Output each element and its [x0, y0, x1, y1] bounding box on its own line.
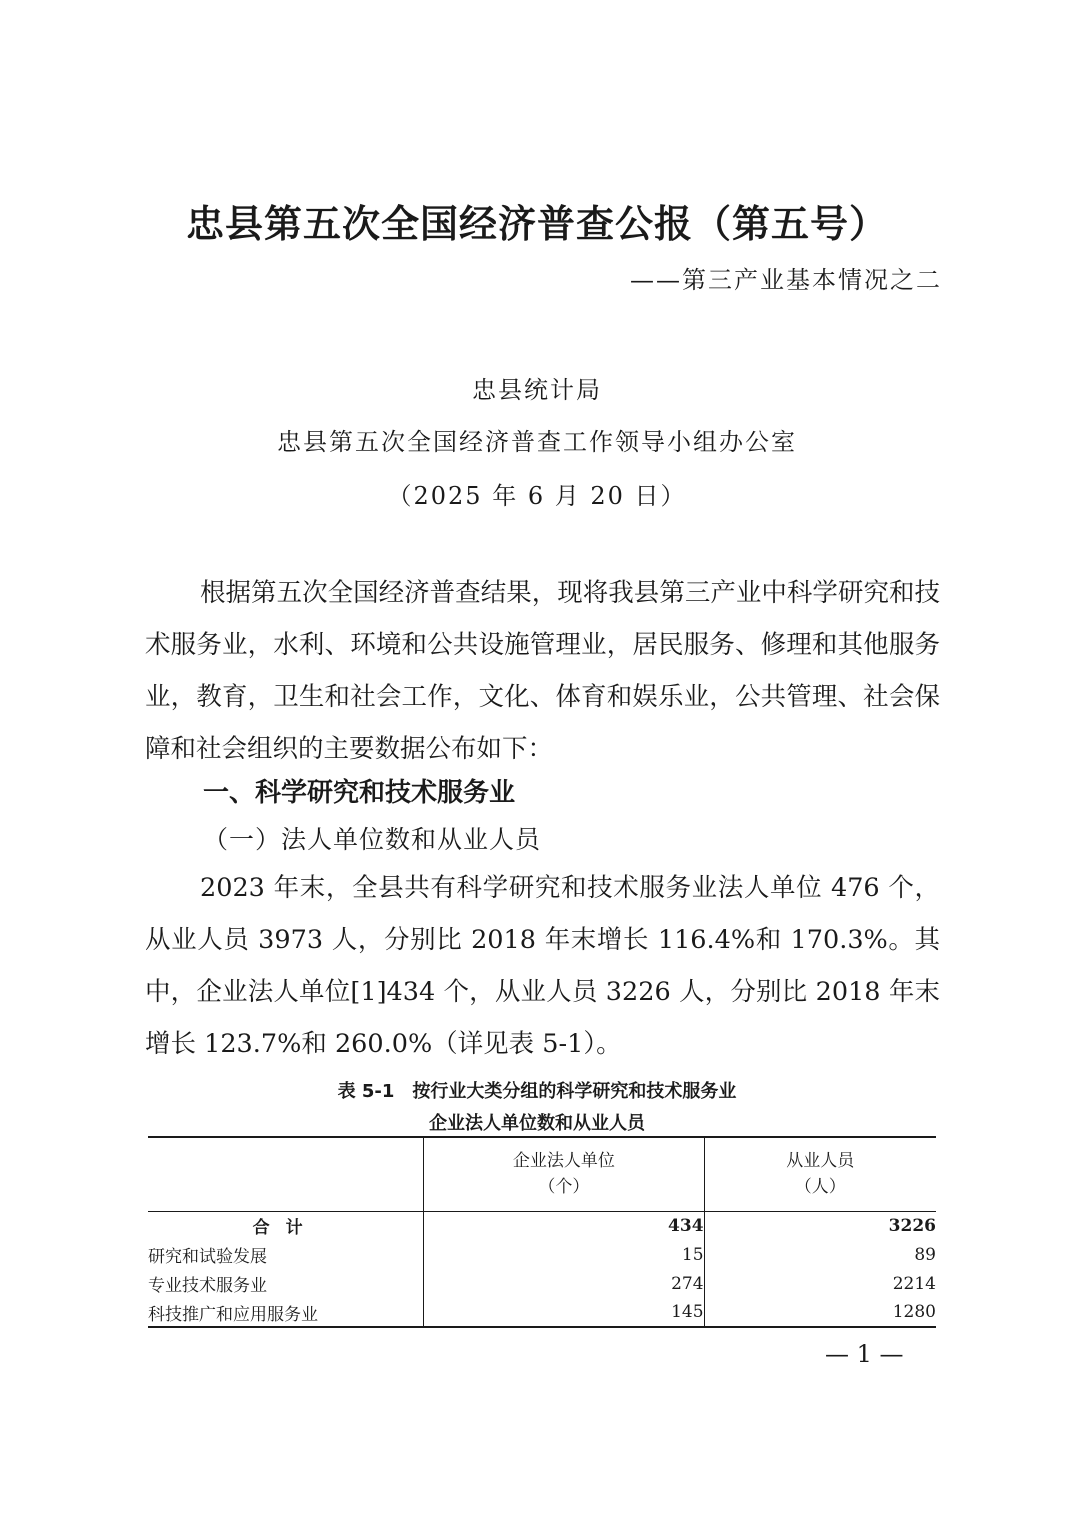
table-caption-line1: 表 5-1 按行业大类分组的科学研究和技术服务业 [337, 1081, 737, 1102]
row-units: 434 [424, 1211, 704, 1240]
row-units: 145 [424, 1298, 704, 1327]
header-employees-unit: （人） [794, 1177, 846, 1198]
body-paragraph [145, 862, 940, 1070]
page-subtitle: ——第三产业基本情况之二 [630, 266, 942, 294]
data-table [148, 1136, 936, 1328]
row-label: 合计 [148, 1211, 424, 1240]
header-units-unit: （个） [538, 1177, 590, 1198]
header-employees [704, 1137, 936, 1211]
issuer: 忠县统计局 [472, 376, 602, 404]
intro-text: 根据第五次全国经济普查结果，现将我县第三产业中科学研究和技术服务业，水利、环境和公共设施管理业，居民服务、修理和其他服务业，教育，卫生和社会工作，文化、体育和娱乐业，公共管理、社会保障和社会组织的主要数据公布如下： [145, 578, 940, 764]
row-units: 15 [424, 1240, 704, 1269]
section-heading: 一、科学研究和技术服务业 [203, 778, 516, 808]
header-employees-label: 从业人员 [786, 1151, 855, 1172]
body-text: 2023 年末，全县共有科学研究和技术服务业法人单位 476 个，从业人员 3973 人，分别比 2018 年末增长 116.4%和 170.3%。其中，企业法人单位[1]434 个，从业人员 3226 人，分别比 2018 年末增长 123.7%和 260.0%（详见表 5-1）。 [145, 873, 940, 1059]
publish-date: （2025 年 6 月 20 日） [387, 482, 687, 510]
intro-paragraph [145, 567, 940, 775]
row-employees: 1280 [704, 1298, 936, 1327]
header-units-label: 企业法人单位 [512, 1151, 615, 1172]
header-units [424, 1137, 704, 1211]
table-header-row [148, 1137, 936, 1211]
row-label: 科技推广和应用服务业 [148, 1298, 424, 1327]
table-row [148, 1298, 936, 1327]
row-employees: 2214 [892, 1273, 936, 1294]
table-caption-line2: 企业法人单位数和从业人员 [429, 1113, 645, 1134]
page-title: 忠县第五次全国经济普查公报（第五号） [185, 202, 888, 246]
table-row-total [148, 1211, 936, 1240]
table-row [148, 1269, 936, 1298]
header-blank [148, 1137, 424, 1211]
table-row [148, 1240, 936, 1269]
page-number: — 1 — [825, 1340, 904, 1368]
office: 忠县第五次全国经济普查工作领导小组办公室 [277, 428, 797, 456]
row-label: 专业技术服务业 [148, 1269, 424, 1298]
row-units: 274 [424, 1269, 704, 1298]
row-employees: 3226 [888, 1215, 936, 1236]
subsection-heading: （一）法人单位数和从业人员 [203, 825, 542, 854]
row-employees: 89 [914, 1244, 936, 1265]
row-label: 研究和试验发展 [148, 1240, 424, 1269]
